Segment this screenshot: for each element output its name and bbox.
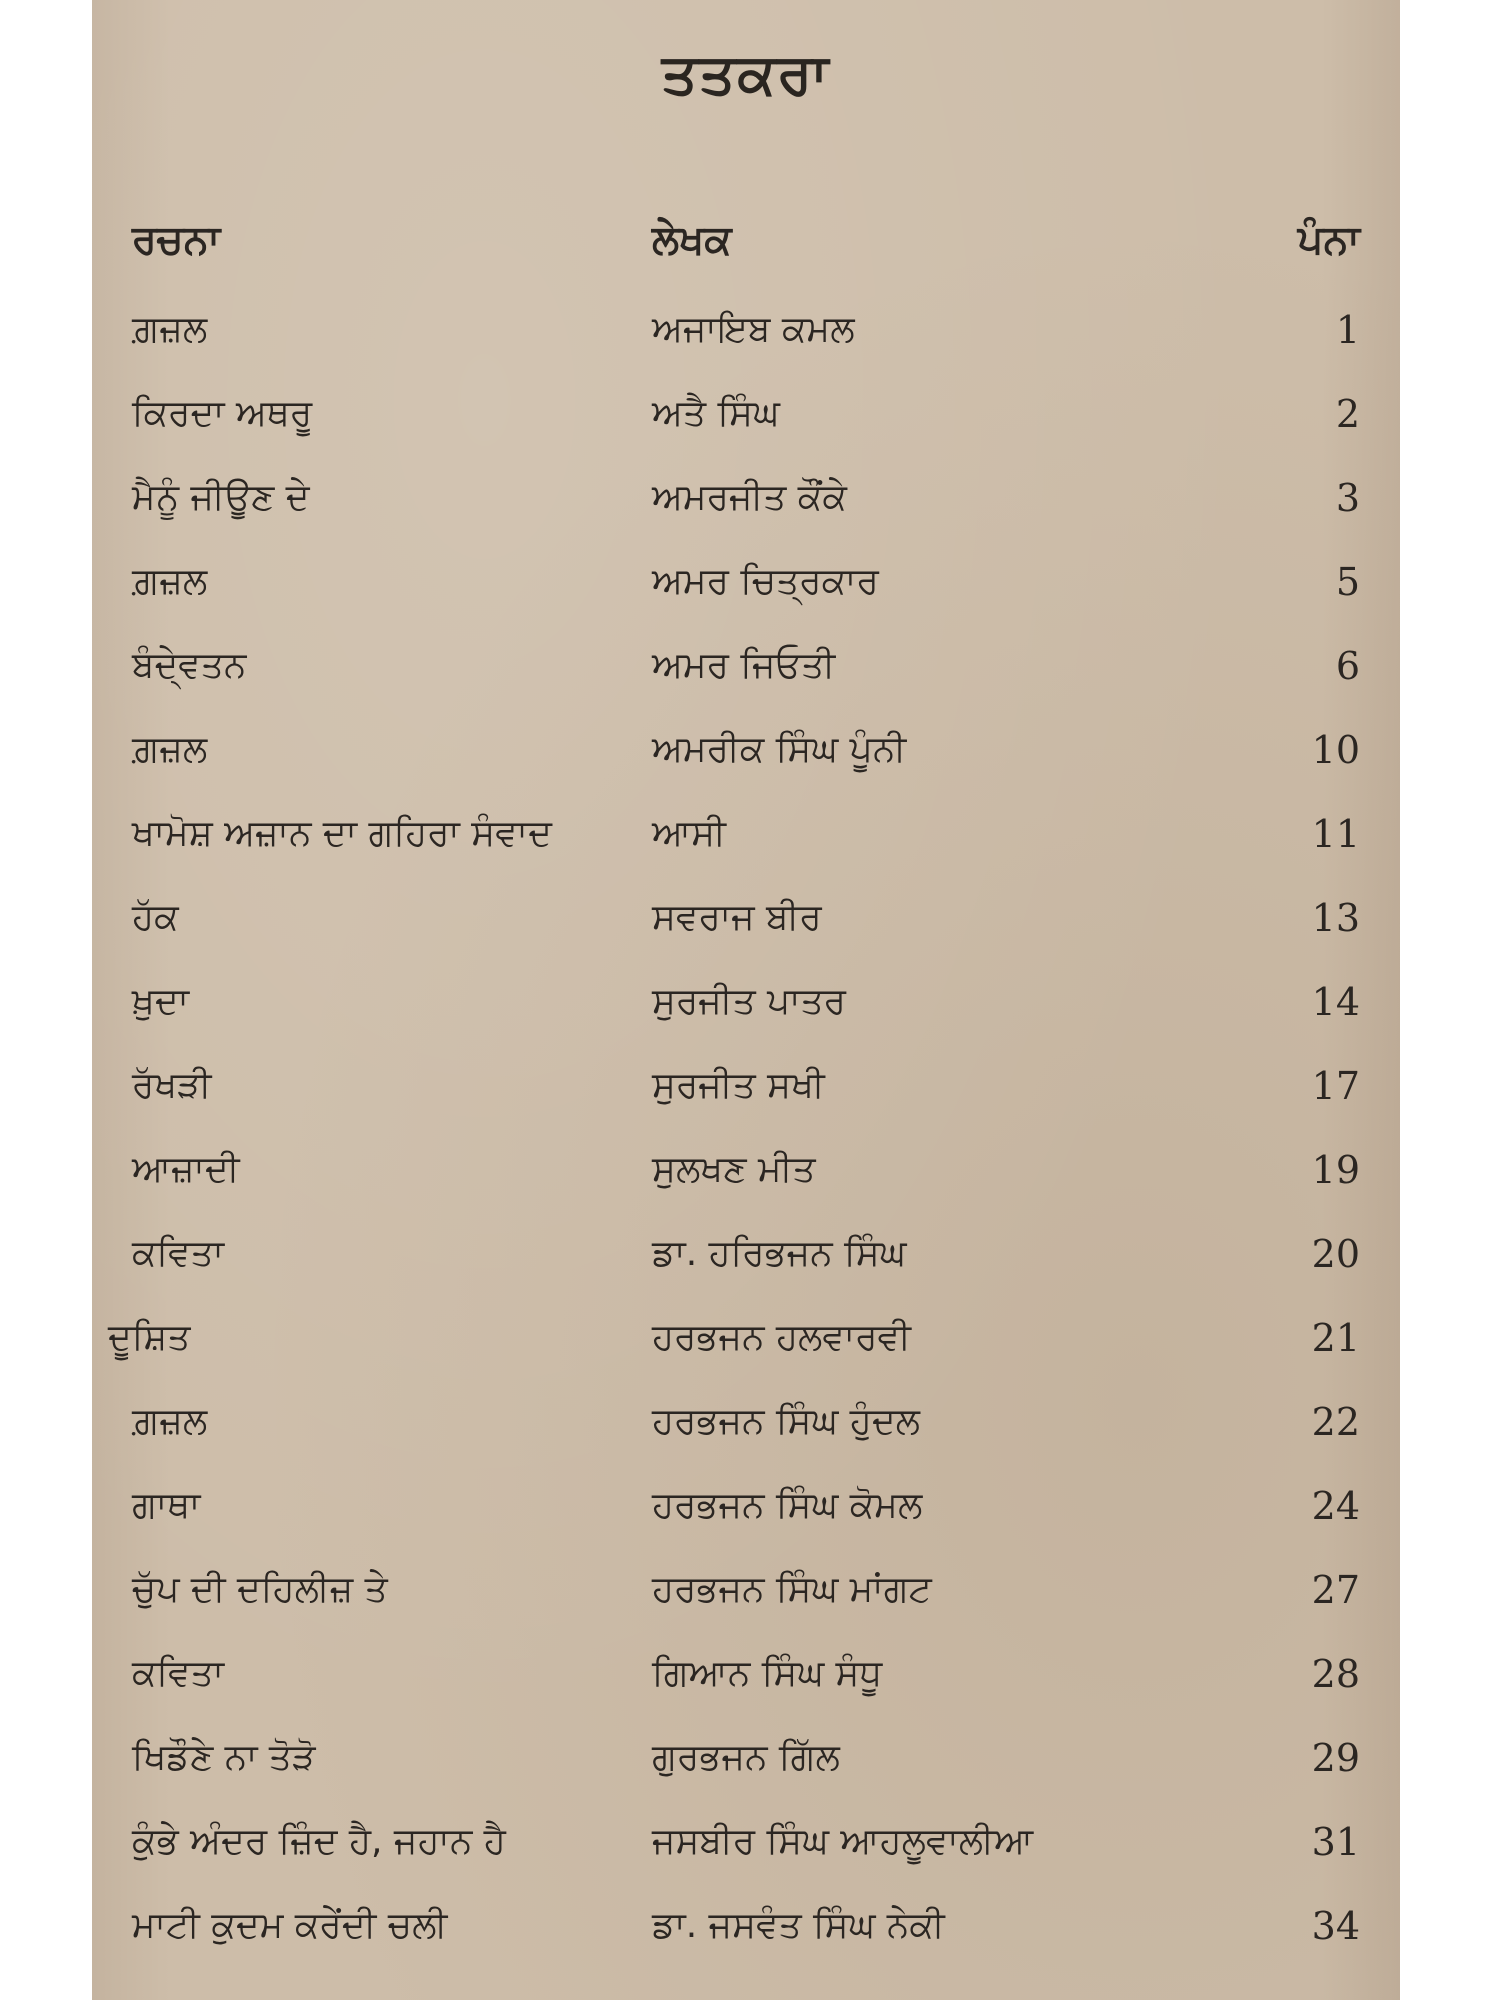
- entry-title: ਆਜ਼ਾਦੀ: [132, 1149, 240, 1190]
- page-title: ਤਤਕਰਾ: [661, 42, 831, 107]
- entry-page: 31: [1311, 1820, 1360, 1864]
- header-author: ਲੇਖਕ: [652, 217, 732, 263]
- entry-author: ਅਜਾਇਬ ਕਮਲ: [652, 309, 855, 350]
- entry-page: 2: [1335, 392, 1360, 436]
- header-title: ਰਚਨਾ: [132, 217, 221, 263]
- entry-author: ਆਸੀ: [652, 813, 726, 854]
- entry-title: ਗ਼ਜ਼ਲ: [132, 561, 208, 602]
- entry-title: ਦੂਸ਼ਿਤ: [108, 1317, 191, 1358]
- entry-title: ਮਾਟੀ ਕੁਦਮ ਕਰੇਂਦੀ ਚਲੀ: [132, 1905, 448, 1946]
- entry-page: 13: [1311, 896, 1360, 940]
- toc-row: [92, 1896, 1400, 1956]
- entry-author: ਹਰਭਜਨ ਹਲਵਾਰਵੀ: [652, 1317, 911, 1358]
- entry-author: ਡਾ. ਹਰਿਭਜਨ ਸਿੰਘ: [652, 1233, 907, 1274]
- entry-author: ਸੁਲਖਣ ਮੀਤ: [652, 1149, 816, 1190]
- entry-author: ਗੁਰਭਜਨ ਗਿੱਲ: [652, 1737, 840, 1778]
- book-page: [92, 0, 1400, 2000]
- entry-author: ਹਰਭਜਨ ਸਿੰਘ ਹੁੰਦਲ: [652, 1401, 921, 1442]
- toc-row: [92, 468, 1400, 528]
- entry-page: 6: [1335, 644, 1360, 688]
- entry-page: 3: [1335, 476, 1360, 520]
- toc-row: [92, 384, 1400, 444]
- entry-title: ਗ਼ਜ਼ਲ: [132, 729, 208, 770]
- entry-title: ਮੈਨੂੰ ਜੀਊਣ ਦੇ: [132, 477, 310, 518]
- toc-header-row: [92, 210, 1400, 270]
- entry-title: ਚੁੱਪ ਦੀ ਦਹਿਲੀਜ਼ ਤੇ: [132, 1569, 388, 1610]
- toc-row: [92, 552, 1400, 612]
- entry-title: ਕਵਿਤਾ: [132, 1653, 225, 1694]
- entry-page: 27: [1311, 1568, 1360, 1612]
- toc-row: [92, 804, 1400, 864]
- entry-page: 14: [1311, 980, 1360, 1024]
- toc-row: [92, 1560, 1400, 1620]
- toc-row: [92, 720, 1400, 780]
- entry-author: ਅਮਰਜੀਤ ਕੌਂਕੇ: [652, 477, 847, 518]
- entry-page: 1: [1335, 308, 1360, 352]
- entry-title: ਗਾਥਾ: [132, 1485, 201, 1526]
- entry-page: 22: [1311, 1400, 1360, 1444]
- entry-page: 10: [1311, 728, 1360, 772]
- toc-row: [92, 1140, 1400, 1200]
- entry-title: ਖਿਡੌਣੇ ਨਾ ਤੋੜੋ: [132, 1737, 316, 1778]
- entry-author: ਸੁਰਜੀਤ ਸਖੀ: [652, 1065, 825, 1106]
- entry-author: ਸਵਰਾਜ ਬੀਰ: [652, 897, 822, 938]
- entry-title: ਰੱਖੜੀ: [132, 1065, 212, 1106]
- toc-row: [92, 1392, 1400, 1452]
- entry-page: 11: [1311, 812, 1360, 856]
- toc-row: [92, 888, 1400, 948]
- entry-author: ਅਤੈ ਸਿੰਘ: [652, 393, 780, 434]
- entry-title: ਬੰਦੇ੍ਵਤਨ: [132, 645, 247, 686]
- toc-row: [92, 972, 1400, 1032]
- entry-author: ਅਮਰੀਕ ਸਿੰਘ ਪੂੰਨੀ: [652, 729, 907, 770]
- toc-row: [92, 1644, 1400, 1704]
- toc-row: [92, 1224, 1400, 1284]
- entry-author: ਸੁਰਜੀਤ ਪਾਤਰ: [652, 981, 846, 1022]
- entry-title: ਹੱਕ: [132, 897, 179, 938]
- toc-row: [92, 636, 1400, 696]
- entry-author: ਜਸਬੀਰ ਸਿੰਘ ਆਹਲੂਵਾਲੀਆ: [652, 1821, 1034, 1862]
- toc-row: [92, 1812, 1400, 1872]
- toc-row: [92, 1728, 1400, 1788]
- toc-row: [92, 300, 1400, 360]
- entry-page: 28: [1311, 1652, 1360, 1696]
- entry-title: ਗ਼ਜ਼ਲ: [132, 1401, 208, 1442]
- entry-page: 19: [1311, 1148, 1360, 1192]
- entry-title: ਕਵਿਤਾ: [132, 1233, 225, 1274]
- entry-page: 21: [1311, 1316, 1360, 1360]
- entry-page: 20: [1311, 1232, 1360, 1276]
- entry-title: ਗ਼ਜ਼ਲ: [132, 309, 208, 350]
- toc-row: [92, 1476, 1400, 1536]
- entry-page: 17: [1311, 1064, 1360, 1108]
- entry-page: 5: [1335, 560, 1360, 604]
- entry-page: 34: [1311, 1904, 1360, 1948]
- entry-author: ਗਿਆਨ ਸਿੰਘ ਸੰਧੂ: [652, 1653, 883, 1694]
- entry-author: ਹਰਭਜਨ ਸਿੰਘ ਕੋਮਲ: [652, 1485, 923, 1526]
- entry-page: 24: [1311, 1484, 1360, 1528]
- entry-title: ਕੁੰਭੇ ਅੰਦਰ ਜ਼ਿੰਦ ਹੈ, ਜਹਾਨ ਹੈ: [132, 1821, 506, 1862]
- entry-author: ਹਰਭਜਨ ਸਿੰਘ ਮਾਂਗਟ: [652, 1569, 932, 1610]
- toc-row: [92, 1308, 1400, 1368]
- entry-author: ਅਮਰ ਜਿਓਤੀ: [652, 645, 836, 686]
- toc-row: [92, 1056, 1400, 1116]
- entry-page: 29: [1311, 1736, 1360, 1780]
- entry-title: ਖਾਮੋਸ਼ ਅਜ਼ਾਨ ਦਾ ਗਹਿਰਾ ਸੰਵਾਦ: [132, 813, 552, 854]
- entry-author: ਅਮਰ ਚਿਤ੍ਰਕਾਰ: [652, 561, 879, 602]
- entry-title: ਖ਼ੁਦਾ: [132, 981, 190, 1022]
- entry-author: ਡਾ. ਜਸਵੰਤ ਸਿੰਘ ਨੇਕੀ: [652, 1905, 945, 1946]
- header-page: ਪੰਨਾ: [1297, 217, 1360, 263]
- entry-title: ਕਿਰਦਾ ਅਥਰੂ: [132, 393, 313, 434]
